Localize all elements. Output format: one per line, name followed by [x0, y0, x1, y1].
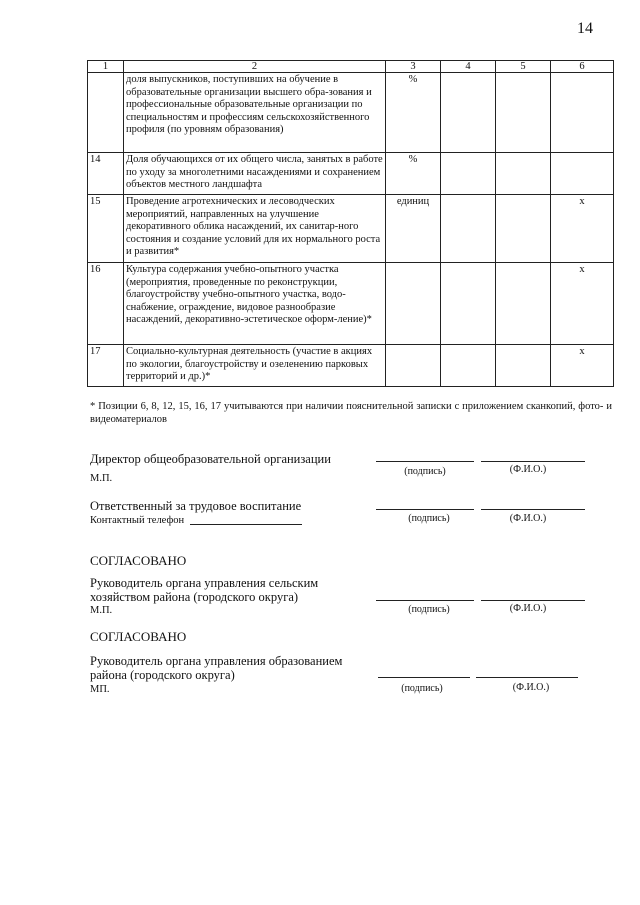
- contact-phone-line: [190, 524, 302, 525]
- table-row: [88, 345, 614, 387]
- row-cell-5: [496, 195, 551, 263]
- row-unit: %: [386, 73, 441, 153]
- header-col-5: 5: [496, 61, 551, 73]
- row-unit: %: [386, 153, 441, 195]
- row-cell-5: [496, 345, 551, 387]
- row-number: 15: [88, 195, 124, 263]
- fio-caption: (Ф.И.О.): [509, 603, 547, 614]
- table-row: [88, 73, 614, 153]
- agri-signature-line: [376, 600, 474, 601]
- fio-caption: (Ф.И.О.): [509, 464, 547, 475]
- signature-caption: (подпись): [408, 513, 450, 524]
- director-fio-line: [481, 461, 585, 462]
- responsible-signature-line: [376, 509, 474, 510]
- header-col-6: 6: [551, 61, 614, 73]
- criteria-table: [87, 60, 614, 387]
- director-label: Директор общеобразовательной организации: [90, 452, 331, 466]
- signature-caption: (подпись): [404, 466, 446, 477]
- row-cell-5: [496, 73, 551, 153]
- contact-phone-label: Контактный телефон: [90, 515, 185, 526]
- mp-label: МП.: [90, 684, 110, 695]
- row-number: 17: [88, 345, 124, 387]
- row-text: Проведение агротехнических и лесоводческих мероприятий, направленных на улучшение декоративного облика насаждений, их санитар-ного состояния и создание условий для их нормального роста и развития*: [124, 195, 386, 263]
- responsible-fio-line: [481, 509, 585, 510]
- row-number: [88, 73, 124, 153]
- row-number: 14: [88, 153, 124, 195]
- row-cell-4: [441, 263, 496, 345]
- row-cell-4: [441, 153, 496, 195]
- row-cell-6: [551, 153, 614, 195]
- row-unit: [386, 345, 441, 387]
- header-col-1: 1: [88, 61, 124, 73]
- row-cell-6: x: [551, 263, 614, 345]
- row-text: Социально-культурная деятельность (участие в акциях по экологии, благоустройству и озеленению парковых территорий и др.)*: [124, 345, 386, 387]
- edu-fio-line: [476, 677, 578, 678]
- table-row: [88, 195, 614, 263]
- row-cell-4: [441, 195, 496, 263]
- agri-head-label-line1: Руководитель органа управления сельским: [90, 576, 319, 590]
- edu-signature-line: [378, 677, 470, 678]
- row-unit: [386, 263, 441, 345]
- signature-caption: (подпись): [401, 683, 443, 694]
- fio-caption: (Ф.И.О.): [512, 682, 550, 693]
- director-signature-line: [376, 461, 474, 462]
- fio-caption: (Ф.И.О.): [509, 513, 547, 524]
- agri-head-label-line2: хозяйством района (городского округа): [90, 590, 299, 604]
- row-text: Доля обучающихся от их общего числа, занятых в работе по уходу за многолетними насаждениями и сохранением объектов местного ландшафта: [124, 153, 386, 195]
- row-cell-6: x: [551, 195, 614, 263]
- mp-label: М.П.: [90, 473, 113, 484]
- signature-caption: (подпись): [408, 604, 450, 615]
- footnote: * Позиции 6, 8, 12, 15, 16, 17 учитываются при наличии пояснительной записки с приложением сканкопий, фото- и видеоматериалов: [90, 401, 612, 425]
- edu-head-label-line1: Руководитель органа управления образованием: [90, 654, 343, 668]
- row-cell-5: [496, 153, 551, 195]
- row-unit: единиц: [386, 195, 441, 263]
- responsible-label: Ответственный за трудовое воспитание: [90, 499, 302, 513]
- row-cell-6: [551, 73, 614, 153]
- row-cell-4: [441, 345, 496, 387]
- edu-head-label-line2: района (городского округа): [90, 668, 235, 682]
- header-col-3: 3: [386, 61, 441, 73]
- agri-fio-line: [481, 600, 585, 601]
- row-number: 16: [88, 263, 124, 345]
- row-cell-5: [496, 263, 551, 345]
- header-col-2: 2: [124, 61, 386, 73]
- row-cell-6: x: [551, 345, 614, 387]
- approved-heading: СОГЛАСОВАНО: [90, 553, 187, 568]
- header-col-4: 4: [441, 61, 496, 73]
- row-text: доля выпускников, поступивших на обучение в образовательные организации высшего обра-зования и профессиональные образовательные организации по специальностям и профессиям сельскохозяйственного профиля (по уровням образования): [124, 73, 386, 153]
- approved-heading: СОГЛАСОВАНО: [90, 629, 187, 644]
- page-number: 14: [577, 20, 593, 37]
- mp-label: М.П.: [90, 605, 113, 616]
- table-row: [88, 153, 614, 195]
- row-text: Культура содержания учебно-опытного участка (мероприятия, проведенные по реконструкции, благоустройству учебно-опытного участка, водо-снабжение, ограждение, видовое разнообразие насаждений, декоративно-эстетическое оформ-ление)*: [124, 263, 386, 345]
- table-header-row: [88, 61, 614, 73]
- table-row: [88, 263, 614, 345]
- row-cell-4: [441, 73, 496, 153]
